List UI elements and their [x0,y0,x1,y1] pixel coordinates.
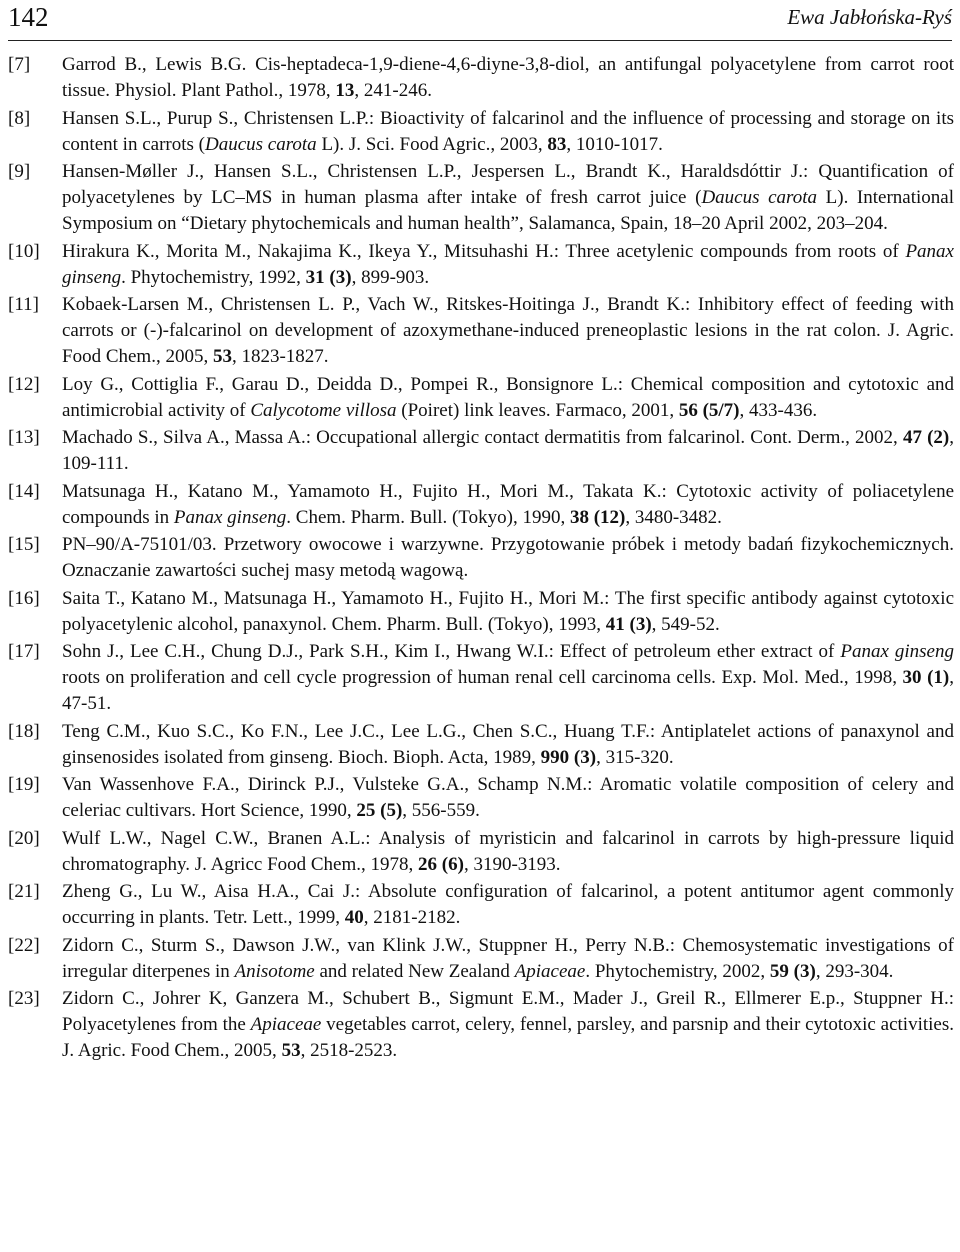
reference-number: [13] [8,427,40,448]
citation-text: , 433-436. [739,399,818,421]
volume-issue-bold: 53 [281,1040,301,1061]
reference-number: [16] [8,587,40,609]
reference-item [8,586,954,638]
citation-text: , 549-52. [651,613,720,635]
reference-number: [17] [8,641,40,662]
citation-text: . Phytochemistry, 1992, [121,266,306,288]
species-name-italic: Apiaceae [250,1014,322,1035]
citation-text: L). J. Sci. Food Agric., 2003, [316,133,548,155]
citation-text: Zidorn C., Sturm S., Dawson J.W., van Klink J.W., Stuppner H., Perry N.B.: Chemosystematic investigations of irregular diterpenes in [62,934,954,982]
citation-text: , 899-903. [351,266,430,288]
reference-item [8,933,954,985]
volume-issue-bold: 47 (2) [902,427,950,448]
citation-text: vegetables carrot, celery, fennel, parsley, and parsnip and their cytotoxic activities. J. Agric. Food Chem., 2005, [62,1014,955,1061]
volume-issue-bold: 30 (1) [902,667,950,688]
reference-number: [23] [8,988,40,1009]
reference-number: [11] [8,294,39,315]
citation-text: , 293-304. [815,960,894,982]
citation-text: Saita T., Katano M., Matsunaga H., Yamamoto H., Fujito H., Mori M.: The first specific antibody against cytotoxic polyacetylenic alcohol, panaxynol. Chem. Pharm. Bull. (Tokyo), 1993, [62,587,954,635]
reference-item [8,879,954,931]
citation-text: L). International Symposium on “Dietary phytochemicals and human health”, Salamanca, Spain, 18–20 April 2002, 203–204. [62,187,955,234]
reference-number: [7] [8,54,31,75]
citation-text: Zheng G., Lu W., Aisa H.A., Cai J.: Absolute configuration of falcarinol, a potent antitumor agent commonly occurring in plants. Tetr. Lett., 1999, [62,881,954,928]
reference-text [62,879,954,931]
citation-text: Machado S., Silva A., Massa A.: Occupational allergic contact dermatitis from falcarinol. Cont. Derm., 2002, [62,427,903,448]
reference-text [62,239,954,291]
species-name-italic: Calycotome villosa [250,399,397,421]
reference-text [62,479,954,531]
reference-text [62,826,954,878]
citation-text: . Chem. Pharm. Bull. (Tokyo), 1990, [286,506,570,528]
citation-text: Sohn J., Lee C.H., Chung D.J., Park S.H., Kim I., Hwang W.I.: Effect of petroleum ether extract of [62,641,841,662]
reference-text [62,639,954,717]
volume-issue-bold: 59 (3) [769,960,816,982]
reference-number: [9] [8,161,31,182]
species-name-italic: Panax ginseng [840,641,954,662]
volume-issue-bold: 31 (3) [305,266,352,288]
reference-number: [18] [8,720,40,742]
reference-text [62,159,954,237]
citation-text: Teng C.M., Kuo S.C., Ko F.N., Lee J.C., Lee L.G., Chen S.C., Huang T.F.: Antiplatelet actions of panaxynol and ginsenosides isolated from ginseng. Bioch. Bioph. Acta, 1989, [62,720,954,768]
species-name-italic: Panax ginseng [173,506,287,528]
reference-list [8,52,954,1066]
species-name-italic: Daucus carota [701,187,818,208]
volume-issue-bold: 83 [547,133,567,155]
running-head-author: Ewa Jabłońska-Ryś [787,5,952,29]
citation-text: , 3480-3482. [625,506,722,528]
citation-text: , 47-51. [62,667,955,714]
citation-text: . Phytochemistry, 2002, [585,960,770,982]
volume-issue-bold: 26 (6) [418,853,464,875]
citation-text: roots on proliferation and cell cycle progression of human renal cell carcinoma cells. Exp. Mol. Med., 1998, [62,667,903,688]
citation-text: , 315-320. [596,746,674,768]
citation-text: and related New Zealand [314,960,515,982]
reference-number: [19] [8,774,40,795]
citation-text: PN–90/A-75101/03. Przetwory owocowe i warzywne. Przygotowanie próbek i metody badań fizykochemicznych. Oznaczanie zawartości suchej masy metodą wagową. [62,534,954,581]
reference-item [8,52,954,104]
reference-item [8,986,954,1064]
citation-text: Zidorn C., Johrer K, Ganzera M., Schubert B., Sigmunt E.M., Mader J., Greil R., Ellmerer E.p., Stuppner H.: Polyacetylenes from the [62,988,954,1035]
citation-text: Hirakura K., Morita M., Nakajima K., Ikeya Y., Mitsuhashi H.: Three acetylenic compounds from roots of [62,240,906,262]
citation-text: (Poiret) link leaves. Farmaco, 2001, [396,399,679,421]
volume-issue-bold: 40 [344,907,364,928]
reference-item [8,292,954,370]
citation-text: Hansen S.L., Purup S., Christensen L.P.: Bioactivity of falcarinol and the influence of processing and storage on its content in carrots ( [62,107,954,155]
citation-text: Wulf L.W., Nagel C.W., Branen A.L.: Analysis of myristicin and falcarinol in carrots by high-pressure liquid chromatography. J. Agricc Food Chem., 1978, [62,827,954,875]
reference-number: [21] [8,881,40,902]
reference-text [62,719,954,771]
reference-text [62,986,954,1064]
volume-issue-bold: 38 (12) [569,506,626,528]
reference-number: [20] [8,827,40,849]
citation-text: , 1823-1827. [231,346,329,367]
volume-issue-bold: 990 (3) [540,746,597,768]
reference-number: [14] [8,480,40,502]
reference-item [8,372,954,424]
reference-item [8,719,954,771]
species-name-italic: Anisotome [234,960,315,982]
reference-item [8,239,954,291]
reference-text [62,292,954,370]
volume-issue-bold: 56 (5/7) [678,399,740,421]
reference-item [8,532,954,584]
reference-number: [12] [8,373,40,395]
reference-number: [8] [8,107,31,129]
reference-number: [10] [8,240,40,262]
reference-text [62,532,954,584]
reference-item [8,425,954,477]
citation-text: Garrod B., Lewis B.G. Cis-heptadeca-1,9-diene-4,6-diyne-3,8-diol, an antifungal polyacetylene from carrot root tissue. Physiol. Plant Pathol., 1978, [62,54,954,101]
reference-item [8,826,954,878]
species-name-italic: Apiaceae [514,960,586,982]
reference-text [62,586,954,638]
volume-issue-bold: 53 [212,346,232,367]
citation-text: , 1010-1017. [566,133,663,155]
citation-text: , 241-246. [354,80,432,101]
volume-issue-bold: 41 (3) [605,613,652,635]
volume-issue-bold: 25 (5) [356,800,403,821]
reference-text [62,425,954,477]
page-number: 142 [8,2,49,32]
reference-item [8,479,954,531]
citation-text: , 2518-2523. [300,1040,398,1061]
citation-text: Kobaek-Larsen M., Christensen L. P., Vach W., Ritskes-Hoitinga J., Brandt K.: Inhibitory effect of feeding with carrots or (-)-falcarinol on development of azoxymethane-induced preneoplastic lesions in the rat colon. J. Agric. Food Chem., 2005, [62,294,954,367]
citation-text: Loy G., Cottiglia F., Garau D., Deidda D., Pompei R., Bonsignore L.: Chemical composition and cytotoxic and antimicrobial activity of [62,373,954,421]
citation-text: , 3190-3193. [463,853,561,875]
species-name-italic: Panax ginseng [62,240,954,288]
reference-text [62,933,954,985]
citation-text: Hansen-Møller J., Hansen S.L., Christensen L.P., Jespersen L., Brandt K., Haraldsdóttir J.: Quantification of polyacetylenes by LC–MS in human plasma after intake of fresh carrot juice ( [62,161,954,208]
reference-number: [15] [8,534,40,555]
reference-item [8,106,954,158]
reference-item [8,159,954,237]
page-header [8,0,952,41]
citation-text: , 556-559. [402,800,480,821]
reference-text [62,52,954,104]
citation-text: , 109-111. [62,427,954,474]
volume-issue-bold: 13 [335,80,355,101]
citation-text: Matsunaga H., Katano M., Yamamoto H., Fujito H., Mori M., Takata K.: Cytotoxic activity of poliacetylene compounds in [62,480,954,528]
reference-text [62,106,954,158]
reference-text [62,372,954,424]
citation-text: , 2181-2182. [363,907,461,928]
citation-text: Van Wassenhove F.A., Dirinck P.J., Vulsteke G.A., Schamp N.M.: Aromatic volatile composition of celery and celeriac cultivars. Hort Science, 1990, [62,774,954,821]
reference-item [8,772,954,824]
reference-item [8,639,954,717]
reference-number: [22] [8,934,40,956]
reference-text [62,772,954,824]
species-name-italic: Daucus carota [204,133,317,155]
